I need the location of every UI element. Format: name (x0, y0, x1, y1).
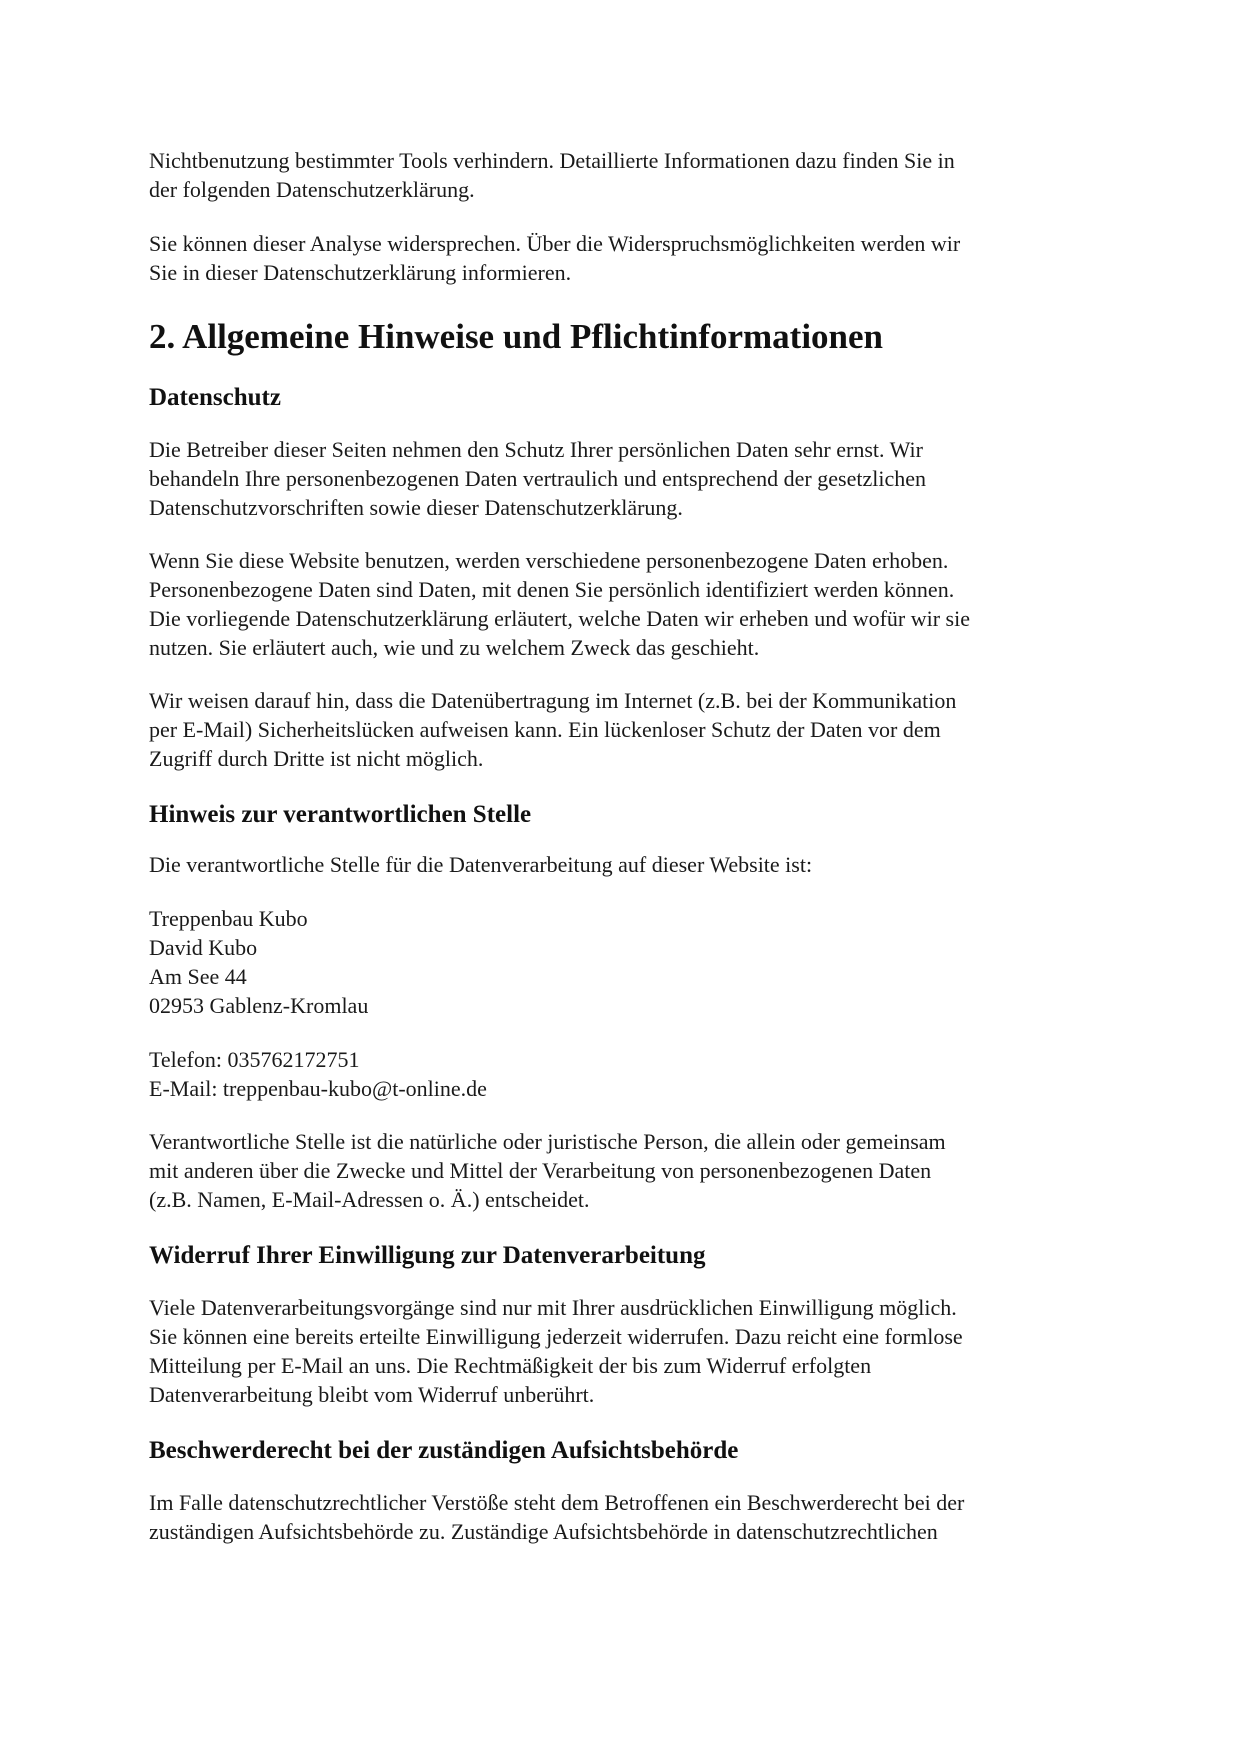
text-line: Datenverarbeitung bleibt vom Widerruf unberührt. (149, 1382, 595, 1407)
text-line: Personenbezogene Daten sind Daten, mit denen Sie persönlich identifiziert werden können. (149, 577, 955, 602)
text-line: Nichtbenutzung bestimmter Tools verhindern. Detaillierte Informationen dazu finden Sie in (149, 148, 955, 173)
text-line: Sie in dieser Datenschutzerklärung informieren. (149, 260, 572, 285)
section-title: 2. Allgemeine Hinweise und Pflichtinformationen (149, 317, 884, 356)
text-line: Viele Datenverarbeitungsvorgänge sind nur mit Ihrer ausdrücklichen Einwilligung möglich. (149, 1295, 957, 1320)
text-line: behandeln Ihre personenbezogenen Daten vertraulich und entsprechend der gesetzlichen (149, 466, 926, 491)
heading-widerruf: Widerruf Ihrer Einwilligung zur Datenverarbeitung (149, 1242, 706, 1269)
text-line: mit anderen über die Zwecke und Mittel der Verarbeitung von personenbezogenen Daten (149, 1158, 932, 1183)
text-line: zuständigen Aufsichtsbehörde zu. Zuständige Aufsichtsbehörde in datenschutzrechtlichen (149, 1519, 938, 1544)
beschwerderecht-paragraph (149, 1488, 1099, 1546)
address-person: David Kubo (149, 935, 258, 960)
intro-paragraph-2 (149, 229, 1099, 287)
text-line: Mitteilung per E-Mail an uns. Die Rechtmäßigkeit der bis zum Widerruf erfolgten (149, 1353, 872, 1378)
intro-paragraph-1 (149, 146, 1099, 204)
email-address[interactable]: E-Mail: treppenbau-kubo@t-online.de (149, 1076, 487, 1101)
address-block (149, 904, 1099, 1020)
datenschutz-paragraph-3 (149, 686, 1099, 773)
heading-verantwortliche-stelle: Hinweis zur verantwortlichen Stelle (149, 801, 532, 828)
text-line: Sie können dieser Analyse widersprechen. Über die Widerspruchsmöglichkeiten werden wir (149, 231, 961, 256)
verantwortliche-stelle-intro: Die verantwortliche Stelle für die Datenverarbeitung auf dieser Website ist: (149, 852, 813, 877)
text-line: nutzen. Sie erläutert auch, wie und zu welchem Zweck das geschieht. (149, 635, 760, 660)
text-line: per E-Mail) Sicherheitslücken aufweisen kann. Ein lückenloser Schutz der Daten vor dem (149, 717, 941, 742)
widerruf-paragraph (149, 1293, 1099, 1409)
text-line: Verantwortliche Stelle ist die natürliche oder juristische Person, die allein oder gemeinsam (149, 1129, 946, 1154)
verantwortliche-stelle-definition (149, 1127, 1099, 1214)
heading-datenschutz: Datenschutz (149, 384, 281, 411)
text-line: Wir weisen darauf hin, dass die Datenübertragung im Internet (z.B. bei der Kommunikation (149, 688, 957, 713)
datenschutz-paragraph-1 (149, 435, 1099, 522)
address-street: Am See 44 (149, 964, 247, 989)
address-city: 02953 Gablenz-Kromlau (149, 993, 369, 1018)
phone-number: Telefon: 035762172751 (149, 1047, 360, 1072)
datenschutz-paragraph-2 (149, 546, 1099, 662)
text-line: Wenn Sie diese Website benutzen, werden verschiedene personenbezogene Daten erhoben. (149, 548, 949, 573)
address-company: Treppenbau Kubo (149, 906, 308, 931)
contact-block (149, 1045, 1099, 1103)
text-line: der folgenden Datenschutzerklärung. (149, 177, 475, 202)
heading-beschwerderecht: Beschwerderecht bei der zuständigen Aufsichtsbehörde (149, 1437, 739, 1464)
text-line: Sie können eine bereits erteilte Einwilligung jederzeit widerrufen. Dazu reicht eine formlose (149, 1324, 963, 1349)
text-line: Die vorliegende Datenschutzerklärung erläutert, welche Daten wir erheben und wofür wir sie (149, 606, 970, 631)
text-line: Zugriff durch Dritte ist nicht möglich. (149, 746, 484, 771)
text-line: Im Falle datenschutzrechtlicher Verstöße steht dem Betroffenen ein Beschwerderecht bei der (149, 1490, 965, 1515)
text-line: Die Betreiber dieser Seiten nehmen den Schutz Ihrer persönlichen Daten sehr ernst. Wir (149, 437, 923, 462)
text-line: Datenschutzvorschriften sowie dieser Datenschutzerklärung. (149, 495, 683, 520)
text-line: (z.B. Namen, E-Mail-Adressen o. Ä.) entscheidet. (149, 1187, 590, 1212)
document-page (149, 146, 1099, 1546)
